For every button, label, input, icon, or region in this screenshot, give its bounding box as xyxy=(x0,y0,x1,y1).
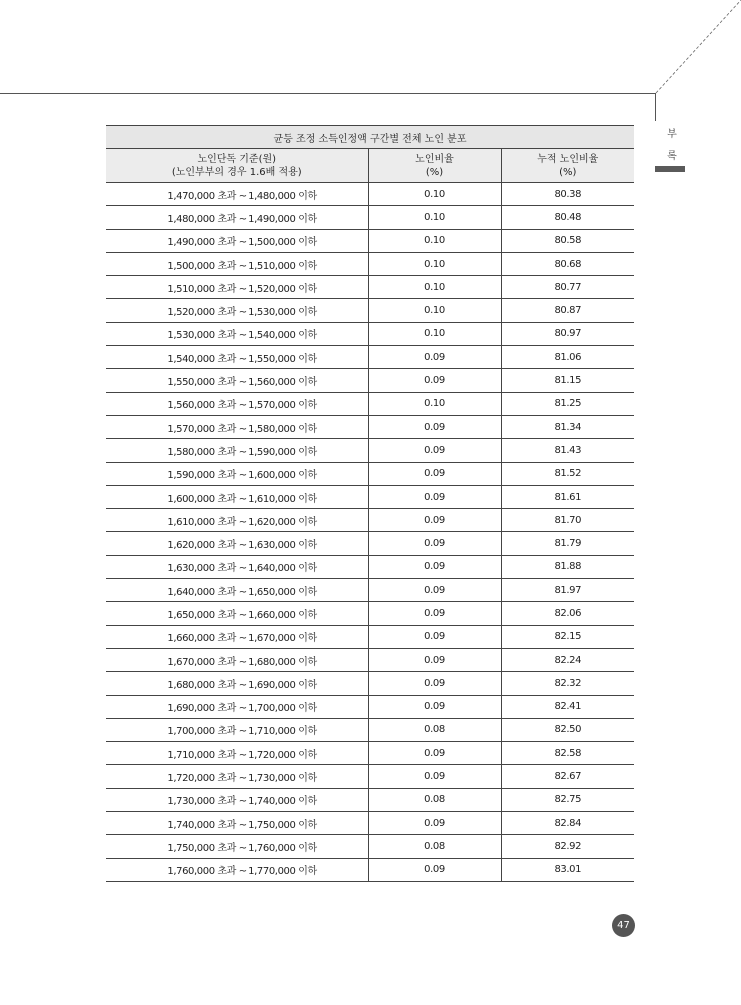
table-row xyxy=(106,485,634,508)
cumulative-cell: 80.58 xyxy=(501,229,634,252)
income-range-cell xyxy=(106,579,368,602)
header-ratio-line1: 노인비율 xyxy=(415,153,454,165)
income-range-cell xyxy=(106,509,368,532)
appendix-tab-bar xyxy=(655,166,685,172)
ratio-cell: 0.09 xyxy=(368,532,501,555)
range-from: 1,610,000 초과 ~ xyxy=(167,516,247,528)
income-range-cell xyxy=(106,648,368,671)
ratio-cell: 0.09 xyxy=(368,602,501,625)
ratio-cell: 0.09 xyxy=(368,695,501,718)
range-to: 1,570,000 이하 xyxy=(248,400,317,412)
cumulative-cell: 82.15 xyxy=(501,625,634,648)
ratio-cell: 0.10 xyxy=(368,206,501,229)
range-from: 1,590,000 초과 ~ xyxy=(167,470,247,482)
range-to: 1,480,000 이하 xyxy=(248,190,317,202)
income-range-cell xyxy=(106,322,368,345)
header-income-line2: (노인부부의 경우 1.6배 적용) xyxy=(171,166,302,178)
range-from: 1,760,000 초과 ~ xyxy=(167,866,247,878)
table-row xyxy=(106,742,634,765)
range-from: 1,700,000 초과 ~ xyxy=(167,726,247,738)
range-from: 1,720,000 초과 ~ xyxy=(167,773,247,785)
income-range-cell xyxy=(106,812,368,835)
table-row xyxy=(106,392,634,415)
income-range-cell xyxy=(106,276,368,299)
income-range-cell xyxy=(106,765,368,788)
range-to: 1,550,000 이하 xyxy=(248,353,317,365)
cumulative-cell: 80.97 xyxy=(501,322,634,345)
table-row xyxy=(106,765,634,788)
ratio-cell: 0.09 xyxy=(368,742,501,765)
ratio-cell: 0.08 xyxy=(368,718,501,741)
table-row xyxy=(106,346,634,369)
income-range-cell xyxy=(106,672,368,695)
range-from: 1,480,000 초과 ~ xyxy=(167,213,247,225)
table-row xyxy=(106,462,634,485)
range-to: 1,740,000 이하 xyxy=(248,796,317,808)
range-to: 1,700,000 이하 xyxy=(248,703,317,715)
ratio-cell: 0.09 xyxy=(368,672,501,695)
ratio-cell: 0.10 xyxy=(368,299,501,322)
cumulative-cell: 82.50 xyxy=(501,718,634,741)
range-from: 1,510,000 초과 ~ xyxy=(167,283,247,295)
range-from: 1,730,000 초과 ~ xyxy=(167,796,247,808)
table-row xyxy=(106,555,634,578)
ratio-cell: 0.09 xyxy=(368,485,501,508)
table-row xyxy=(106,788,634,811)
header-income-line1: 노인단독 기준(원) xyxy=(197,153,277,165)
cumulative-cell: 82.41 xyxy=(501,695,634,718)
table-row xyxy=(106,252,634,275)
cumulative-cell: 82.92 xyxy=(501,835,634,858)
table-row xyxy=(106,602,634,625)
table-row xyxy=(106,812,634,835)
income-range-cell xyxy=(106,742,368,765)
header-ratio-line2: (%) xyxy=(425,166,444,178)
ratio-cell: 0.09 xyxy=(368,439,501,462)
range-to: 1,720,000 이하 xyxy=(248,749,317,761)
range-from: 1,650,000 초과 ~ xyxy=(167,609,247,621)
ratio-cell: 0.09 xyxy=(368,346,501,369)
table-row xyxy=(106,206,634,229)
table-row xyxy=(106,695,634,718)
range-to: 1,560,000 이하 xyxy=(248,377,317,389)
cumulative-cell: 82.24 xyxy=(501,648,634,671)
income-range-cell xyxy=(106,485,368,508)
ratio-cell: 0.10 xyxy=(368,252,501,275)
cumulative-cell: 81.70 xyxy=(501,509,634,532)
range-to: 1,730,000 이하 xyxy=(248,773,317,785)
ratio-cell: 0.09 xyxy=(368,415,501,438)
range-to: 1,590,000 이하 xyxy=(248,446,317,458)
table-row xyxy=(106,369,634,392)
table-row xyxy=(106,439,634,462)
cumulative-cell: 81.25 xyxy=(501,392,634,415)
cumulative-cell: 81.61 xyxy=(501,485,634,508)
cumulative-cell: 81.52 xyxy=(501,462,634,485)
table-row xyxy=(106,625,634,648)
income-range-cell xyxy=(106,835,368,858)
header-elderly-ratio xyxy=(368,149,501,183)
cumulative-cell: 80.87 xyxy=(501,299,634,322)
income-range-cell xyxy=(106,532,368,555)
range-to: 1,500,000 이하 xyxy=(248,237,317,249)
ratio-cell: 0.09 xyxy=(368,369,501,392)
header-cum-line1: 누적 노인비율 xyxy=(537,153,599,165)
cumulative-cell: 82.58 xyxy=(501,742,634,765)
cumulative-cell: 81.79 xyxy=(501,532,634,555)
range-to: 1,640,000 이하 xyxy=(248,563,317,575)
range-from: 1,500,000 초과 ~ xyxy=(167,260,247,272)
appendix-tab xyxy=(659,124,685,168)
table-row xyxy=(106,532,634,555)
income-range-cell xyxy=(106,206,368,229)
range-to: 1,530,000 이하 xyxy=(248,307,317,319)
page-number: 47 xyxy=(612,914,635,937)
range-from: 1,690,000 초과 ~ xyxy=(167,703,247,715)
table-row xyxy=(106,579,634,602)
ratio-cell: 0.10 xyxy=(368,276,501,299)
range-to: 1,770,000 이하 xyxy=(248,866,317,878)
cumulative-cell: 81.43 xyxy=(501,439,634,462)
range-to: 1,750,000 이하 xyxy=(248,819,317,831)
table-row xyxy=(106,718,634,741)
range-from: 1,750,000 초과 ~ xyxy=(167,842,247,854)
cumulative-cell: 83.01 xyxy=(501,858,634,881)
range-from: 1,710,000 초과 ~ xyxy=(167,749,247,761)
ratio-cell: 0.09 xyxy=(368,509,501,532)
ratio-cell: 0.09 xyxy=(368,648,501,671)
range-from: 1,680,000 초과 ~ xyxy=(167,679,247,691)
range-to: 1,600,000 이하 xyxy=(248,470,317,482)
table-row xyxy=(106,322,634,345)
range-to: 1,630,000 이하 xyxy=(248,540,317,552)
range-to: 1,490,000 이하 xyxy=(248,213,317,225)
income-range-cell xyxy=(106,346,368,369)
range-to: 1,670,000 이하 xyxy=(248,633,317,645)
cumulative-cell: 81.97 xyxy=(501,579,634,602)
table-title: 균등 조정 소득인정액 구간별 전체 노인 분포 xyxy=(106,126,634,149)
income-range-cell xyxy=(106,415,368,438)
table-row xyxy=(106,509,634,532)
table-row xyxy=(106,648,634,671)
range-to: 1,520,000 이하 xyxy=(248,283,317,295)
range-to: 1,540,000 이하 xyxy=(248,330,317,342)
income-range-cell xyxy=(106,369,368,392)
table-row xyxy=(106,183,634,206)
range-to: 1,610,000 이하 xyxy=(248,493,317,505)
cumulative-cell: 82.32 xyxy=(501,672,634,695)
range-from: 1,470,000 초과 ~ xyxy=(167,190,247,202)
table-row xyxy=(106,415,634,438)
income-range-cell xyxy=(106,695,368,718)
appendix-tab-char-2: 록 xyxy=(667,151,677,162)
range-to: 1,620,000 이하 xyxy=(248,516,317,528)
income-range-cell xyxy=(106,555,368,578)
income-range-cell xyxy=(106,788,368,811)
ratio-cell: 0.09 xyxy=(368,812,501,835)
income-range-cell xyxy=(106,439,368,462)
appendix-tab-char-1: 부 xyxy=(667,129,677,140)
cumulative-cell: 80.48 xyxy=(501,206,634,229)
table-row xyxy=(106,835,634,858)
table-title-row xyxy=(106,126,634,149)
range-to: 1,510,000 이하 xyxy=(248,260,317,272)
range-to: 1,690,000 이하 xyxy=(248,679,317,691)
range-from: 1,490,000 초과 ~ xyxy=(167,237,247,249)
cumulative-cell: 80.38 xyxy=(501,183,634,206)
table-row xyxy=(106,299,634,322)
range-from: 1,580,000 초과 ~ xyxy=(167,446,247,458)
cumulative-cell: 82.75 xyxy=(501,788,634,811)
cumulative-cell: 81.06 xyxy=(501,346,634,369)
distribution-table xyxy=(106,125,634,882)
range-from: 1,600,000 초과 ~ xyxy=(167,493,247,505)
income-range-cell xyxy=(106,392,368,415)
range-to: 1,760,000 이하 xyxy=(248,842,317,854)
ratio-cell: 0.08 xyxy=(368,835,501,858)
header-cumulative-ratio xyxy=(501,149,634,183)
income-range-cell xyxy=(106,602,368,625)
cumulative-cell: 81.15 xyxy=(501,369,634,392)
income-range-cell xyxy=(106,299,368,322)
income-range-cell xyxy=(106,229,368,252)
ratio-cell: 0.09 xyxy=(368,579,501,602)
range-from: 1,740,000 초과 ~ xyxy=(167,819,247,831)
range-to: 1,660,000 이하 xyxy=(248,609,317,621)
ratio-cell: 0.08 xyxy=(368,788,501,811)
ratio-cell: 0.09 xyxy=(368,765,501,788)
corner-decoration xyxy=(0,0,741,130)
range-from: 1,540,000 초과 ~ xyxy=(167,353,247,365)
income-range-cell xyxy=(106,718,368,741)
range-from: 1,570,000 초과 ~ xyxy=(167,423,247,435)
range-to: 1,710,000 이하 xyxy=(248,726,317,738)
range-to: 1,650,000 이하 xyxy=(248,586,317,598)
income-range-cell xyxy=(106,462,368,485)
income-range-cell xyxy=(106,252,368,275)
range-from: 1,520,000 초과 ~ xyxy=(167,307,247,319)
table-row xyxy=(106,672,634,695)
income-range-cell xyxy=(106,183,368,206)
income-range-cell xyxy=(106,625,368,648)
ratio-cell: 0.09 xyxy=(368,555,501,578)
cumulative-cell: 81.88 xyxy=(501,555,634,578)
range-from: 1,550,000 초과 ~ xyxy=(167,377,247,389)
header-cum-line2: (%) xyxy=(559,166,577,178)
header-income-standard xyxy=(106,149,368,183)
cumulative-cell: 81.34 xyxy=(501,415,634,438)
cumulative-cell: 80.77 xyxy=(501,276,634,299)
range-from: 1,630,000 초과 ~ xyxy=(167,563,247,575)
range-from: 1,530,000 초과 ~ xyxy=(167,330,247,342)
table-row xyxy=(106,858,634,881)
ratio-cell: 0.10 xyxy=(368,322,501,345)
range-to: 1,580,000 이하 xyxy=(248,423,317,435)
range-to: 1,680,000 이하 xyxy=(248,656,317,668)
ratio-cell: 0.10 xyxy=(368,229,501,252)
cumulative-cell: 82.84 xyxy=(501,812,634,835)
header-rule xyxy=(0,93,656,94)
cumulative-cell: 82.06 xyxy=(501,602,634,625)
range-from: 1,560,000 초과 ~ xyxy=(167,400,247,412)
cumulative-cell: 82.67 xyxy=(501,765,634,788)
ratio-cell: 0.10 xyxy=(368,183,501,206)
range-from: 1,660,000 초과 ~ xyxy=(167,633,247,645)
range-from: 1,640,000 초과 ~ xyxy=(167,586,247,598)
range-from: 1,670,000 초과 ~ xyxy=(167,656,247,668)
ratio-cell: 0.10 xyxy=(368,392,501,415)
table-row xyxy=(106,276,634,299)
income-range-cell xyxy=(106,858,368,881)
ratio-cell: 0.09 xyxy=(368,462,501,485)
cumulative-cell: 80.68 xyxy=(501,252,634,275)
table-body xyxy=(106,183,634,882)
table-header-row xyxy=(106,149,634,183)
table-row xyxy=(106,229,634,252)
range-from: 1,620,000 초과 ~ xyxy=(167,540,247,552)
ratio-cell: 0.09 xyxy=(368,858,501,881)
header-rule-vertical xyxy=(655,93,656,121)
ratio-cell: 0.09 xyxy=(368,625,501,648)
